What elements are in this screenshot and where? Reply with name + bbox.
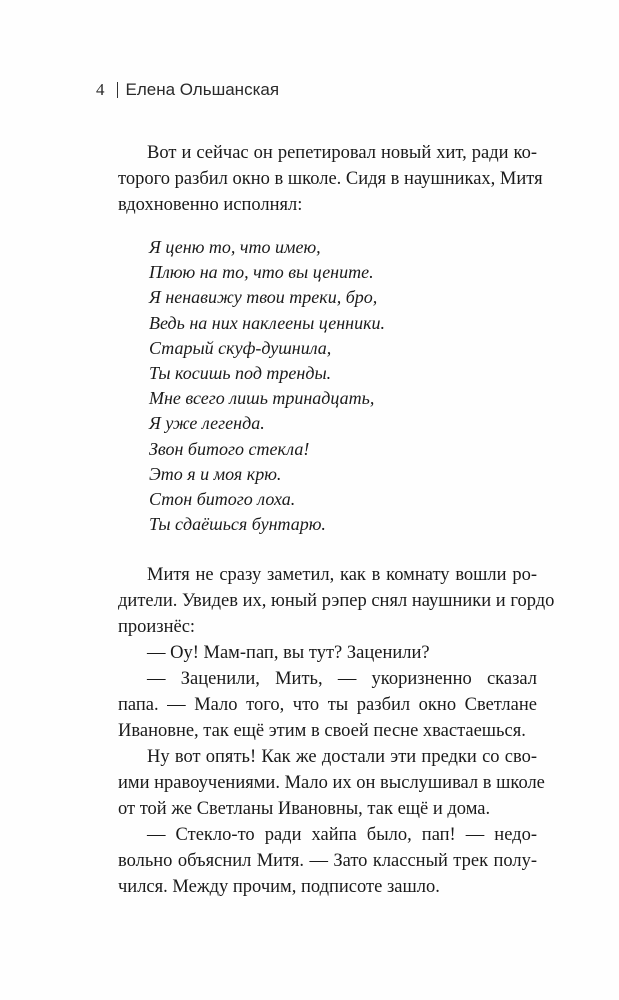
verse-line: Ты сдаёшься бунтарю. <box>149 514 326 535</box>
text-line: вольно объяснил Митя. — Зато классный трек полу- <box>118 851 537 872</box>
text-line: дители. Увидев их, юный рэпер снял наушники и гордо <box>118 591 555 612</box>
verse-line: Мне всего лишь тринадцать, <box>149 388 375 409</box>
running-header <box>96 80 279 100</box>
verse-line: Звон битого стекла! <box>149 438 310 459</box>
verse-line: Я ненавижу твои треки, бро, <box>149 287 378 308</box>
text-line: Митя не сразу заметил, как в комнату вошли ро- <box>147 565 537 586</box>
paragraph-3 <box>118 744 545 822</box>
paragraph-1 <box>118 140 543 218</box>
text-line: — Стекло-то ради хайпа было, пап! — недо- <box>147 825 537 846</box>
verse-line: Стон битого лоха. <box>149 488 296 509</box>
text-line: Вот и сейчас он репетировал новый хит, ради ко- <box>147 143 537 163</box>
paragraph-2 <box>118 562 555 640</box>
dialogue-3 <box>118 822 537 900</box>
verse-line: Это я и моя крю. <box>149 463 282 484</box>
verse-line: Ты косишь под тренды. <box>149 362 332 383</box>
text-line: Ну вот опять! Как же достали эти предки со сво- <box>147 747 537 768</box>
text-line: Ивановне, так ещё этим в своей песне хвастаешься. <box>118 721 526 742</box>
verse-line: Старый скуф-душнила, <box>149 337 332 358</box>
text-line: папа. — Мало того, что ты разбил окно Светлане <box>118 695 537 716</box>
author-name: Елена Ольшанская <box>125 80 280 99</box>
text-line: произнёс: <box>118 617 196 638</box>
page-number: 4 <box>96 80 105 99</box>
page-body <box>118 140 555 900</box>
verse-line: Плюю на то, что вы цените. <box>149 262 374 283</box>
verse-line: Я уже легенда. <box>149 413 265 434</box>
dialogue-line-1: — Оу! Мам-пап, вы тут? Заценили? <box>147 643 430 664</box>
text-line: торого разбил окно в школе. Сидя в наушниках, Митя <box>118 169 543 189</box>
text-line: от той же Светланы Ивановны, так ещё и дома. <box>118 799 491 820</box>
poem-verse <box>118 235 537 537</box>
header-separator <box>117 82 118 98</box>
text-line: — Заценили, Мить, — укоризненно сказал <box>147 669 537 690</box>
text-line: ими нравоучениями. Мало их он выслушивал в школе <box>118 773 545 794</box>
text-line: вдохновенно исполнял: <box>118 195 303 215</box>
dialogue-2 <box>118 666 537 744</box>
text-line: чился. Между прочим, подписоте зашло. <box>118 877 440 898</box>
verse-line: Я ценю то, что имею, <box>149 237 321 257</box>
verse-line: Ведь на них наклеены ценники. <box>149 312 386 333</box>
